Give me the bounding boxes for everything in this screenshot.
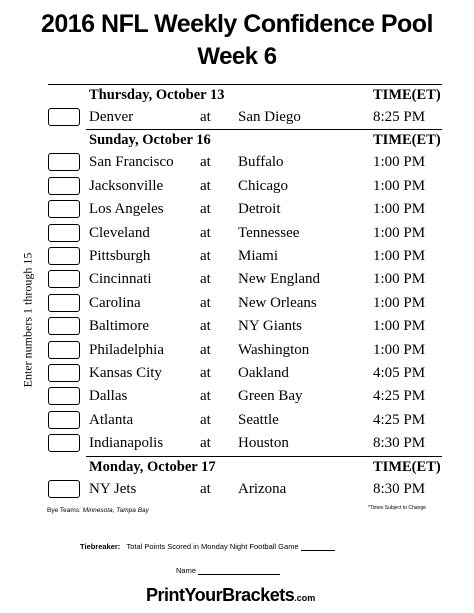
away-team: Atlanta (89, 411, 134, 428)
game-time: 1:00 PM (373, 154, 426, 171)
tiebreaker (80, 542, 335, 551)
game-row (0, 198, 474, 221)
at-label: at (200, 154, 211, 171)
away-team: NY Jets (89, 480, 137, 497)
logo-domain: .com (294, 593, 316, 603)
name-label: Name (176, 566, 197, 575)
bye-label: Bye Teams: (47, 507, 81, 514)
time-header: TIME(ET) (373, 132, 441, 149)
away-team: Carolina (89, 294, 141, 311)
away-team: Dallas (89, 388, 128, 405)
confidence-points-box[interactable] (48, 364, 80, 382)
game-time: 8:25 PM (373, 109, 426, 125)
game-row (0, 151, 474, 174)
week-title: Week 6 (197, 43, 277, 70)
at-label: at (200, 109, 211, 125)
at-label: at (200, 318, 211, 335)
confidence-points-box[interactable] (48, 224, 80, 242)
game-time: 1:00 PM (373, 248, 426, 264)
game-row (0, 385, 474, 408)
home-team: San Diego (238, 109, 301, 125)
home-team: Houston (238, 435, 289, 452)
tiebreaker-label: Tiebreaker: (80, 542, 121, 551)
game-time: 8:30 PM (373, 435, 426, 452)
game-time: 4:05 PM (373, 365, 426, 381)
game-row (0, 315, 474, 338)
away-team: San Francisco (89, 154, 174, 171)
at-label: at (200, 435, 211, 452)
confidence-points-box[interactable] (48, 200, 80, 218)
confidence-points-box[interactable] (48, 294, 80, 312)
game-row (0, 362, 474, 385)
confidence-points-box[interactable] (48, 108, 80, 126)
confidence-instructions: Enter numbers 1 through 15 (20, 252, 35, 388)
game-row (0, 409, 474, 432)
game-row (0, 292, 474, 315)
bye-teams (47, 507, 149, 514)
game-time: 1:00 PM (373, 271, 426, 288)
away-team: Denver (89, 109, 134, 125)
game-time: 4:25 PM (373, 411, 426, 428)
at-label: at (200, 341, 211, 358)
game-row (0, 106, 474, 129)
game-time: 1:00 PM (373, 341, 426, 358)
at-label: at (200, 177, 211, 194)
day-header: Sunday, October 16 (89, 132, 211, 149)
game-row (0, 222, 474, 245)
confidence-points-box[interactable] (48, 270, 80, 288)
away-team: Jacksonville (89, 177, 164, 194)
tiebreaker-field[interactable] (301, 542, 335, 551)
confidence-points-box[interactable] (48, 341, 80, 359)
home-team: Tennessee (238, 224, 300, 241)
at-label: at (200, 271, 211, 288)
game-time: 4:25 PM (373, 388, 426, 405)
tiebreaker-text: Total Points Scored in Monday Night Football Game (126, 542, 299, 551)
day-header: Thursday, October 13 (89, 87, 225, 103)
away-team: Los Angeles (89, 201, 164, 218)
away-team: Baltimore (89, 318, 149, 335)
away-team: Kansas City (89, 365, 162, 381)
confidence-points-box[interactable] (48, 387, 80, 405)
home-team: Detroit (238, 201, 281, 218)
game-row (0, 432, 474, 455)
bye-teams-list: Minnesota, Tampa Bay (82, 507, 149, 514)
at-label: at (200, 294, 211, 311)
day-header: Monday, October 17 (89, 458, 216, 475)
game-time: 1:00 PM (373, 318, 426, 335)
at-label: at (200, 388, 211, 405)
site-logo (146, 585, 315, 606)
game-row (0, 175, 474, 198)
time-header: TIME(ET) (373, 458, 441, 475)
away-team: Pittsburgh (89, 248, 151, 264)
home-team: Seattle (238, 411, 279, 428)
home-team: Washington (238, 341, 310, 358)
home-team: Green Bay (238, 388, 303, 405)
at-label: at (200, 201, 211, 218)
game-row (0, 478, 474, 501)
home-team: Buffalo (238, 154, 284, 171)
game-row (0, 268, 474, 291)
name-row (176, 566, 280, 575)
away-team: Cleveland (89, 224, 150, 241)
home-team: New England (238, 271, 321, 288)
away-team: Indianapolis (89, 435, 164, 452)
game-row (0, 245, 474, 268)
game-time: 1:00 PM (373, 224, 426, 241)
confidence-points-box[interactable] (48, 480, 80, 498)
confidence-points-box[interactable] (48, 153, 80, 171)
home-team: New Orleans (238, 294, 317, 311)
confidence-points-box[interactable] (48, 247, 80, 265)
home-team: Chicago (238, 177, 288, 194)
home-team: Arizona (238, 480, 287, 497)
at-label: at (200, 480, 211, 497)
confidence-points-box[interactable] (48, 411, 80, 429)
game-time: 1:00 PM (373, 177, 426, 194)
confidence-points-box[interactable] (48, 177, 80, 195)
page-title: 2016 NFL Weekly Confidence Pool (40, 10, 434, 38)
confidence-points-box[interactable] (48, 434, 80, 452)
game-time: 1:00 PM (373, 294, 426, 311)
confidence-points-box[interactable] (48, 317, 80, 335)
time-header: TIME(ET) (373, 87, 441, 103)
home-team: Oakland (238, 365, 289, 381)
at-label: at (200, 411, 211, 428)
game-time: 8:30 PM (373, 480, 426, 497)
at-label: at (200, 248, 211, 264)
name-field[interactable] (198, 566, 280, 575)
game-row (0, 339, 474, 362)
logo-text: PrintYourBrackets (146, 585, 295, 605)
times-note: *Times Subject to Change (368, 505, 426, 511)
at-label: at (200, 365, 211, 381)
away-team: Philadelphia (89, 341, 164, 358)
home-team: Miami (238, 248, 278, 264)
home-team: NY Giants (238, 318, 303, 335)
game-time: 1:00 PM (373, 201, 426, 218)
away-team: Cincinnati (89, 271, 152, 288)
at-label: at (200, 224, 211, 241)
